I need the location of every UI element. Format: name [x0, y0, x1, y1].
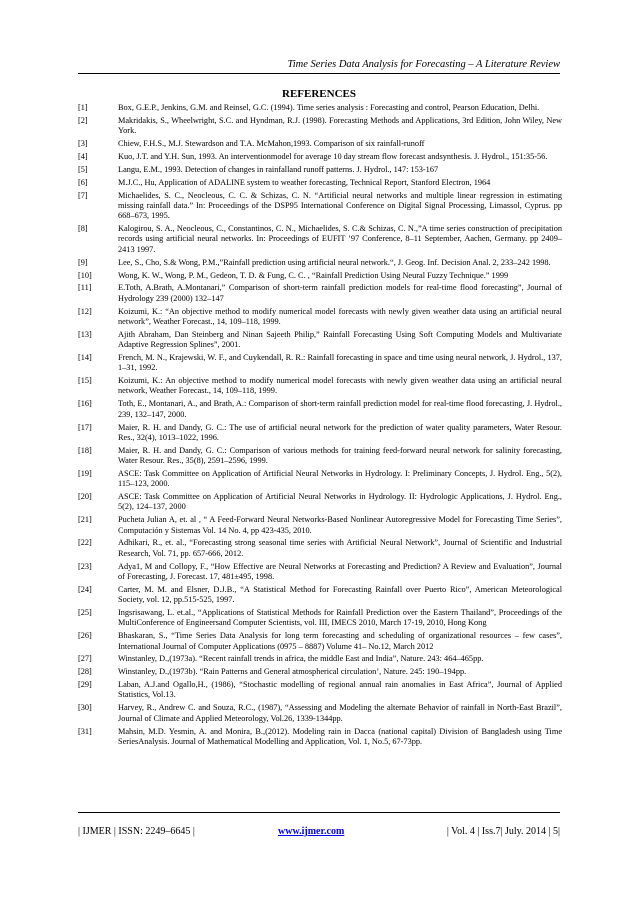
reference-text: Adya1, M and Collopy, F., “How Effective are Neural Networks at Forecasting and Prediction? A Review and Evaluation”, Journal of Forecasting, J. Forecast. 17, 481±495, 1998.: [118, 561, 562, 581]
reference-number: [2]: [78, 115, 88, 125]
reference-number: [30]: [78, 703, 92, 713]
reference-entry: [78, 703, 562, 724]
reference-text: Bhaskaran, S., “Time Series Data Analysis for long term forecasting and scheduling of organizational resources – few cases”, International Journal of Computer Applications (0975 – 8887) Volume 41– No.12, March 2012: [118, 631, 562, 651]
reference-number: [6]: [78, 177, 88, 187]
reference-number: [4]: [78, 151, 88, 161]
reference-entry: [78, 116, 562, 137]
reference-number: [29]: [78, 680, 92, 690]
reference-number: [23]: [78, 561, 92, 571]
reference-list: [78, 103, 562, 750]
reference-text: Maier, R. H. and Dandy, G. C.: Comparison of various methods for training feed-forward neural network for salinity forecasting, Water Resour. Res., 35(8), 2591–2596, 1999.: [118, 445, 562, 465]
reference-entry: [78, 469, 562, 490]
reference-entry: [78, 667, 562, 677]
footer-divider: [78, 812, 560, 813]
reference-number: [17]: [78, 422, 92, 432]
reference-text: M.J.C., Hu, Application of ADALINE system to weather forecasting, Technical Report, Stanford Electron, 1964: [118, 177, 491, 187]
reference-entry: [78, 307, 562, 328]
reference-number: [19]: [78, 468, 92, 478]
reference-number: [27]: [78, 654, 92, 664]
reference-number: [7]: [78, 190, 88, 200]
reference-entry: [78, 152, 562, 162]
reference-entry: [78, 562, 562, 583]
reference-entry: [78, 680, 562, 701]
reference-entry: [78, 139, 562, 149]
reference-text: Chiew, F.H.S., M.J. Stewardson and T.A. McMahon,1993. Comparison of six rainfall-runoff: [118, 139, 425, 149]
reference-text: Michaelides, S. C., Neocleous, C. C. & Schizas, C. N. “Artificial neural networks and multiple linear regression in estimating missing rainfall data.” In: Proceedings of the DSP95 International Conference on Digital Signal Processing, Limassol, Cyprus. pp 668–673, 1995.: [118, 190, 562, 221]
reference-entry: [78, 446, 562, 467]
reference-number: [28]: [78, 667, 92, 677]
reference-number: [3]: [78, 139, 88, 149]
reference-number: [11]: [78, 283, 92, 293]
reference-entry: [78, 191, 562, 222]
reference-text: Carter, M. M. and Elsner, D.J.B., “A Statistical Method for Forecasting Rainfall over Puerto Rico”, American Meteorological Society, vol. 12, pp.515-525, 1997.: [118, 584, 562, 605]
references-heading: REFERENCES: [282, 88, 356, 100]
reference-entry: [78, 271, 562, 281]
reference-entry: [78, 608, 562, 629]
reference-entry: [78, 538, 562, 559]
reference-number: [16]: [78, 399, 92, 409]
reference-text: ASCE: Task Committee on Application of Artificial Neural Networks in Hydrology. I: Preliminary Concepts, J. Hydrol. Eng., 5(2), 115–123, 2000.: [118, 468, 562, 489]
reference-text: Ingsrisawang, L. et.al., “Applications of Statistical Methods for Rainfall Prediction over the Eastern Thailand”, Proceedings of the MultiConference of Engineersand Computer Scientists, vol. III, IMECS 2010, March 17-19, 2010, Hong Kong: [118, 608, 562, 628]
reference-text: French, M. N., Krajewski, W. F., and Cuykendall, R. R.: Rainfall forecasting in space and time using neural network, J. Hydrol., 137, 1–31, 1992.: [118, 352, 562, 373]
header-divider: [78, 73, 560, 74]
reference-number: [26]: [78, 631, 92, 641]
reference-entry: [78, 178, 562, 188]
reference-number: [18]: [78, 445, 92, 455]
reference-entry: [78, 631, 562, 652]
reference-text: Laban, A.J.and Ogallo,H., (1986), “Stochastic modelling of regional annual rain anomalies in East Africa”, Journal of Applied Statistics, Vol.13.: [118, 680, 562, 700]
reference-text: Mahsin, M.D. Yesmin, A. and Monira, B.,(2012). Modeling rain in Dacca (national capital) Division of Bangladesh using Time SeriesAnalysis. Journal of Mathematical Modelling and Application, Vol. 1, No.5, 67-73pp.: [118, 726, 562, 746]
reference-text: Pucheta Julian A, et. al , “ A Feed-Forward Neural Networks-Based Nonlinear Autoregressive Model for Forecasting Time Series”, Computación y Sistemas Vol. 14 No. 4, pp 423-435, 2010.: [118, 515, 562, 535]
reference-entry: [78, 585, 562, 606]
reference-entry: [78, 654, 562, 664]
reference-text: Ajith Abraham, Dan Steinberg and Ninan Sajeeth Philip,” Rainfall Forecasting Using Soft Computing Models and Multivariate Adaptive Regression Splines”, 2001.: [118, 329, 562, 350]
reference-entry: [78, 727, 562, 748]
reference-entry: [78, 399, 562, 420]
footer-journal-issn: | IJMER | ISSN: 2249–6645 |: [78, 826, 195, 837]
reference-number: [12]: [78, 306, 92, 316]
reference-number: [13]: [78, 329, 92, 339]
reference-entry: [78, 330, 562, 351]
reference-entry: [78, 103, 562, 113]
reference-number: [5]: [78, 164, 88, 174]
reference-text: Winstanley, D.,(1973a). “Recent rainfall trends in africa, the middle East and India”, Nature. 243: 464–465pp.: [118, 654, 484, 664]
reference-number: [15]: [78, 376, 92, 386]
reference-number: [31]: [78, 726, 92, 736]
reference-text: E.Toth, A.Brath, A.Montanari,” Comparison of short-term rainfall prediction models for real-time flood forecasting”, Journal of Hydrology 239 (2000) 132–147: [118, 283, 562, 303]
reference-number: [1]: [78, 103, 88, 112]
reference-text: Wong, K. W., Wong, P. M., Gedeon, T. D. & Fung, C. C. , “Rainfall Prediction Using Neural Fuzzy Technique.” 1999: [118, 270, 509, 280]
reference-entry: [78, 423, 562, 444]
reference-text: Lee, S., Cho, S.& Wong, P.M.,”Rainfall prediction using artificial neural network.“, J. Geog. Inf. Decision Anal. 2, 233–242 1998.: [118, 257, 551, 267]
reference-text: Kalogirou, S. A., Neocleous, C., Constantinos, C. N., Michaelides, S. C.& Schizas, C. N.,”A time series construction of precipitation records using artificial neural networks. In: Proceedings of EUFIT ’97 Conference, 8–11 September, Aachen, Germany. pp 2409–2413 1997.: [118, 224, 562, 254]
reference-text: Harvey, R., Andrew C. and Souza, R.C., (1987), “Assessing and Modeling the alternate Behavior of rainfall in North-East Brazil”, Journal of Climate and Applied Meteorology, Vol.26, 1339-1344pp.: [118, 703, 562, 723]
reference-text: Toth, E., Montanari, A., and Brath, A.: Comparison of short-term rainfall prediction model for real-time flood forecasting, J. Hydrol., 239, 132–147, 2000.: [118, 399, 562, 419]
reference-entry: [78, 283, 562, 304]
reference-entry: [78, 515, 562, 536]
reference-entry: [78, 376, 562, 397]
reference-number: [10]: [78, 270, 92, 280]
reference-number: [9]: [78, 257, 88, 267]
reference-text: ASCE: Task Committee on Application of Artificial Neural Networks in Hydrology. II: Hydrologic Applications, J. Hydrol. Eng., 5(2), 124–137, 2000: [118, 492, 562, 512]
reference-text: Koizumi, K.: An objective method to modify numerical model forecasts with newly given weather data using an artificial neural network, Weather Forecast., 14, 109–118, 1999.: [118, 376, 562, 396]
footer-volume-page: | Vol. 4 | Iss.7| July. 2014 | 5|: [446, 826, 560, 837]
reference-number: [14]: [78, 352, 92, 362]
reference-number: [21]: [78, 515, 92, 525]
reference-text: Box, G.E.P., Jenkins, G.M. and Reinsel, G.C. (1994). Time series analysis : Forecasting and control, Pearson Education, Delhi.: [118, 103, 540, 112]
running-header-title: Time Series Data Analysis for Forecasting – A Literature Review: [287, 59, 560, 70]
reference-text: Maier, R. H. and Dandy, G. C.: The use of artificial neural network for the prediction of water quality parameters, Water Resour. Res., 32(4), 1013–1022, 1996.: [118, 422, 562, 442]
reference-entry: [78, 165, 562, 175]
reference-number: [22]: [78, 538, 92, 548]
reference-entry: [78, 353, 562, 374]
reference-text: Koizumi, K.: “An objective method to modify numerical model forecasts with newly given weather data using an artificial neural network”, Weather Forecast., 14, 109–118, 1999.: [118, 306, 562, 326]
reference-text: Adhikari, R., et. al., “Forecasting strong seasonal time series with Artificial Neural Network”, Journal of Scientific and Industrial Research, Vol. 71, pp. 657-666, 2012.: [118, 538, 562, 558]
reference-text: Kuo, J.T. and Y.H. Sun, 1993. An interventionmodel for average 10 day stream flow forecast andsynthesis. J. Hydrol., 151:35-56.: [118, 151, 548, 161]
reference-text: Makridakis, S., Wheelwright, S.C. and Hyndman, R.J. (1998). Forecasting Methods and Applications, 3rd Edition, John Wiley, New York.: [118, 115, 562, 136]
footer-website-link[interactable]: www.ijmer.com: [278, 826, 345, 837]
reference-number: [8]: [78, 224, 88, 234]
reference-entry: [78, 224, 562, 255]
reference-number: [25]: [78, 608, 92, 618]
reference-number: [20]: [78, 492, 92, 502]
reference-entry: [78, 492, 562, 513]
reference-text: Langu, E.M., 1993. Detection of changes in rainfalland runoff patterns. J. Hydrol., 147: 153-167: [118, 164, 439, 174]
reference-number: [24]: [78, 584, 92, 594]
reference-entry: [78, 258, 562, 268]
reference-text: Winstanley, D.,(1973b). “Rain Patterns and General atmospherical circulation’, Nature. 245: 190–194pp.: [118, 667, 467, 677]
